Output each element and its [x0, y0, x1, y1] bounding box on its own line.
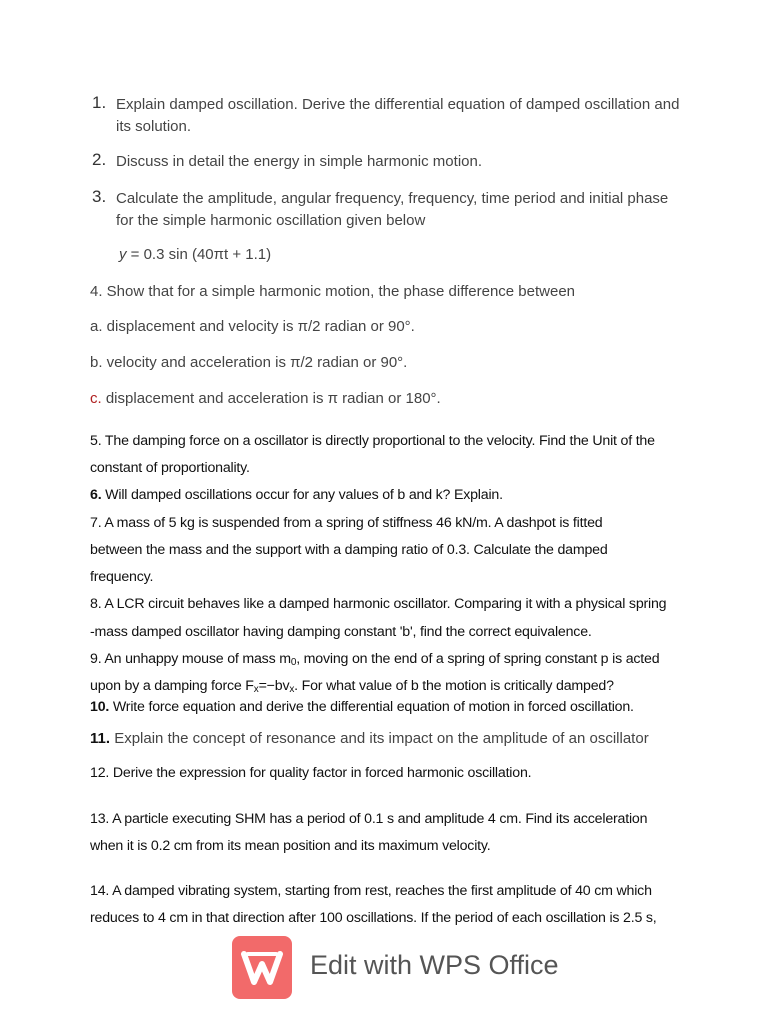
question-text: Write force equation and derive the differential equation of motion in forced oscillation. [109, 699, 634, 715]
question-4b: b. velocity and acceleration is π/2 radian or 90°. [90, 354, 408, 371]
question-text: Explain damped oscillation. Derive the differential equation of damped oscillation and its solution. [116, 96, 680, 135]
text-segment: , moving on the end of a spring of spring constant p is acted [296, 651, 660, 667]
question-9-line-2 [90, 678, 700, 695]
question-13-line-2: when it is 0.2 cm from its mean position and its maximum velocity. [90, 838, 491, 854]
subscript: x [253, 684, 259, 695]
question-number: 2. [92, 150, 107, 169]
question-7-line-2: between the mass and the support with a damping ratio of 0.3. Calculate the damped [90, 542, 608, 558]
question-number: 11. [90, 730, 111, 747]
question-8-line-2: -mass damped oscillator having damping constant 'b', find the correct equivalence. [90, 624, 592, 640]
equation [119, 246, 271, 263]
wps-banner-label[interactable]: Edit with WPS Office [310, 950, 559, 980]
question-14-line-2: reduces to 4 cm in that direction after 100 oscillations. If the period of each oscillation is 2.5 s, [90, 910, 657, 926]
question-8-line-1: 8. A LCR circuit behaves like a damped harmonic oscillator. Comparing it with a physical spring [90, 596, 667, 612]
question-4: 4. Show that for a simple harmonic motion, the phase difference between [90, 283, 576, 300]
subscript: x [289, 684, 295, 695]
question-11 [90, 730, 700, 747]
text-segment: . For what value of b the motion is critically damped? [294, 678, 614, 694]
question-number: 6. [90, 487, 102, 503]
question-7-line-1: 7. A mass of 5 kg is suspended from a spring of stiffness 46 kN/m. A dashpot is fitted [90, 515, 603, 531]
question-5-line-1: 5. The damping force on a oscillator is directly proportional to the velocity. Find the Unit of the [90, 433, 655, 449]
edit-with-wps-banner[interactable] [232, 936, 572, 1000]
question-13-line-1: 13. A particle executing SHM has a period of 0.1 s and amplitude 4 cm. Find its acceleration [90, 811, 648, 827]
question-text: Discuss in detail the energy in simple harmonic motion. [116, 153, 482, 170]
text-segment: 9. An unhappy mouse of mass m [90, 651, 291, 667]
question-5-line-2: constant of proportionality. [90, 460, 250, 476]
subscript: 0 [290, 657, 297, 668]
question-text: Will damped oscillations occur for any values of b and k? Explain. [101, 487, 503, 503]
question-12: 12. Derive the expression for quality factor in forced harmonic oscillation. [90, 765, 532, 781]
question-14-line-1: 14. A damped vibrating system, starting from rest, reaches the first amplitude of 40 cm which [90, 883, 652, 899]
question-number: 1. [92, 93, 107, 112]
question-text: displacement and acceleration is π radian or 180°. [101, 390, 441, 407]
question-number: 10. [90, 699, 110, 715]
equation-variable: y [119, 246, 127, 263]
text-segment: =−bv [258, 678, 290, 694]
question-7-line-3: frequency. [90, 569, 154, 585]
question-9-line-1 [90, 651, 700, 668]
question-6 [90, 487, 700, 503]
question-text: Calculate the amplitude, angular frequency, frequency, time period and initial phase for the simple harmonic oscillation given below [116, 190, 669, 229]
question-number: 3. [92, 187, 107, 206]
equation-body: = 0.3 sin (40πt + 1.1) [126, 246, 272, 263]
text-segment: upon by a damping force F [90, 678, 254, 694]
question-10 [90, 699, 700, 715]
question-4a: a. displacement and velocity is π/2 radian or 90°. [90, 318, 415, 335]
list-marker: c. [90, 390, 102, 407]
question-4c [90, 390, 700, 407]
wps-logo-icon[interactable] [232, 936, 292, 999]
question-text: Explain the concept of resonance and its impact on the amplitude of an oscillator [110, 730, 649, 747]
